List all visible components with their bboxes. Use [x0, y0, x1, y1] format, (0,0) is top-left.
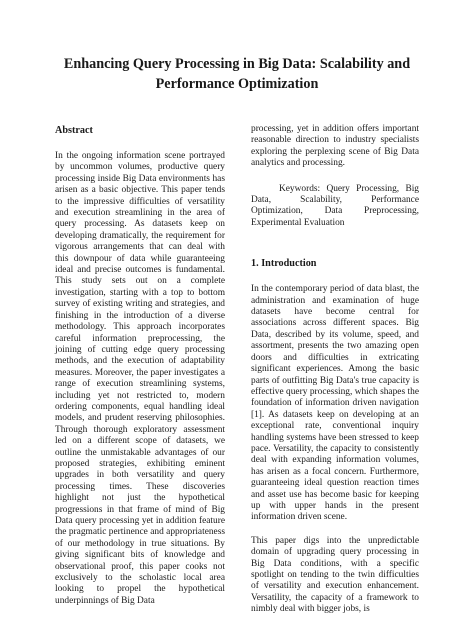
introduction-heading: 1. Introduction: [251, 258, 317, 270]
introduction-paragraph-2: This paper digs into the unpredictable domain of upgrading query processing in Big Data conditions, with a specific spotlight on tending to the twin difficulties of versatility and execution enhancement. Versatility, the capacity of a framework to nimbly deal with bigger jobs, is: [251, 535, 419, 615]
left-column: [55, 124, 225, 607]
keywords-paragraph: Keywords: Query Processing, Big Data, Scalability, Performance Optimization, Data Preprocessing, Experimental Evaluation: [251, 183, 419, 228]
abstract-paragraph: In the ongoing information scene portrayed by uncommon volumes, productive query processing inside Big Data environments has arisen as a basic objective. This paper tends to the impressive difficulties of versatility and execution streamlining in the area of query processing. As datasets keep on developing dramatically, the requirement for vigorous arrangements that can deal with this downpour of data while guaranteeing ideal and precise outcomes is fundamental. This study sets out on a complete investigation, starting with a top to bottom survey of existing writing and strategies, and finishing in the introduction of a diverse methodology. This approach incorporates careful information preprocessing, the joining of cutting edge query processing methods, and the execution of adaptability measures. Moreover, the paper investigates a range of execution streamlining systems, including yet not restricted to, modern ordering components, equal handling ideal models, and prudent reserving philosophies. Through thorough exploratory assessment led on a different scope of datasets, we outline the unmistakable advantages of our proposed strategies, exhibiting eminent upgrades in both versatility and query processing times. These discoveries highlight not just the hypothetical progressions in that frame of mind of Big Data query processing yet in addition feature the pragmatic pertinence and appropriateness of our methodology in true situations. By giving significant bits of knowledge and observational proof, this paper cooks not exclusively to the scholastic local area looking to propel the hypothetical underpinnings of Big Data: [55, 151, 225, 606]
abstract-continued-paragraph: processing, yet in addition offers important reasonable direction to industry specialists exploring the perplexing scene of Big Data analytics and processing.: [251, 124, 419, 169]
introduction-paragraph-1: In the contemporary period of data blast, the administration and examination of huge datasets have become central for associations across different spaces. Big Data, described by its volume, speed, and assortment, presents the two amazing open doors and difficulties in extricating significant experiences. Among the basic parts of outfitting Big Data's true capacity is effective query processing, which shapes the foundation of information driven navigation [1]. As datasets keep on developing at an exceptional rate, conventional inquiry handling systems have been stressed to keep pace. Versatility, the capacity to consistently deal with expanding information volumes, has arisen as a focal concern. Furthermore, guaranteeing ideal question reaction times and asset use has become basic for keeping up with upper hands in the present information driven scene.: [251, 284, 419, 523]
abstract-heading: Abstract: [55, 125, 93, 136]
paper-title: Enhancing Query Processing in Big Data: Scalability and Performance Optimization: [63, 56, 411, 92]
right-column: [251, 124, 419, 616]
